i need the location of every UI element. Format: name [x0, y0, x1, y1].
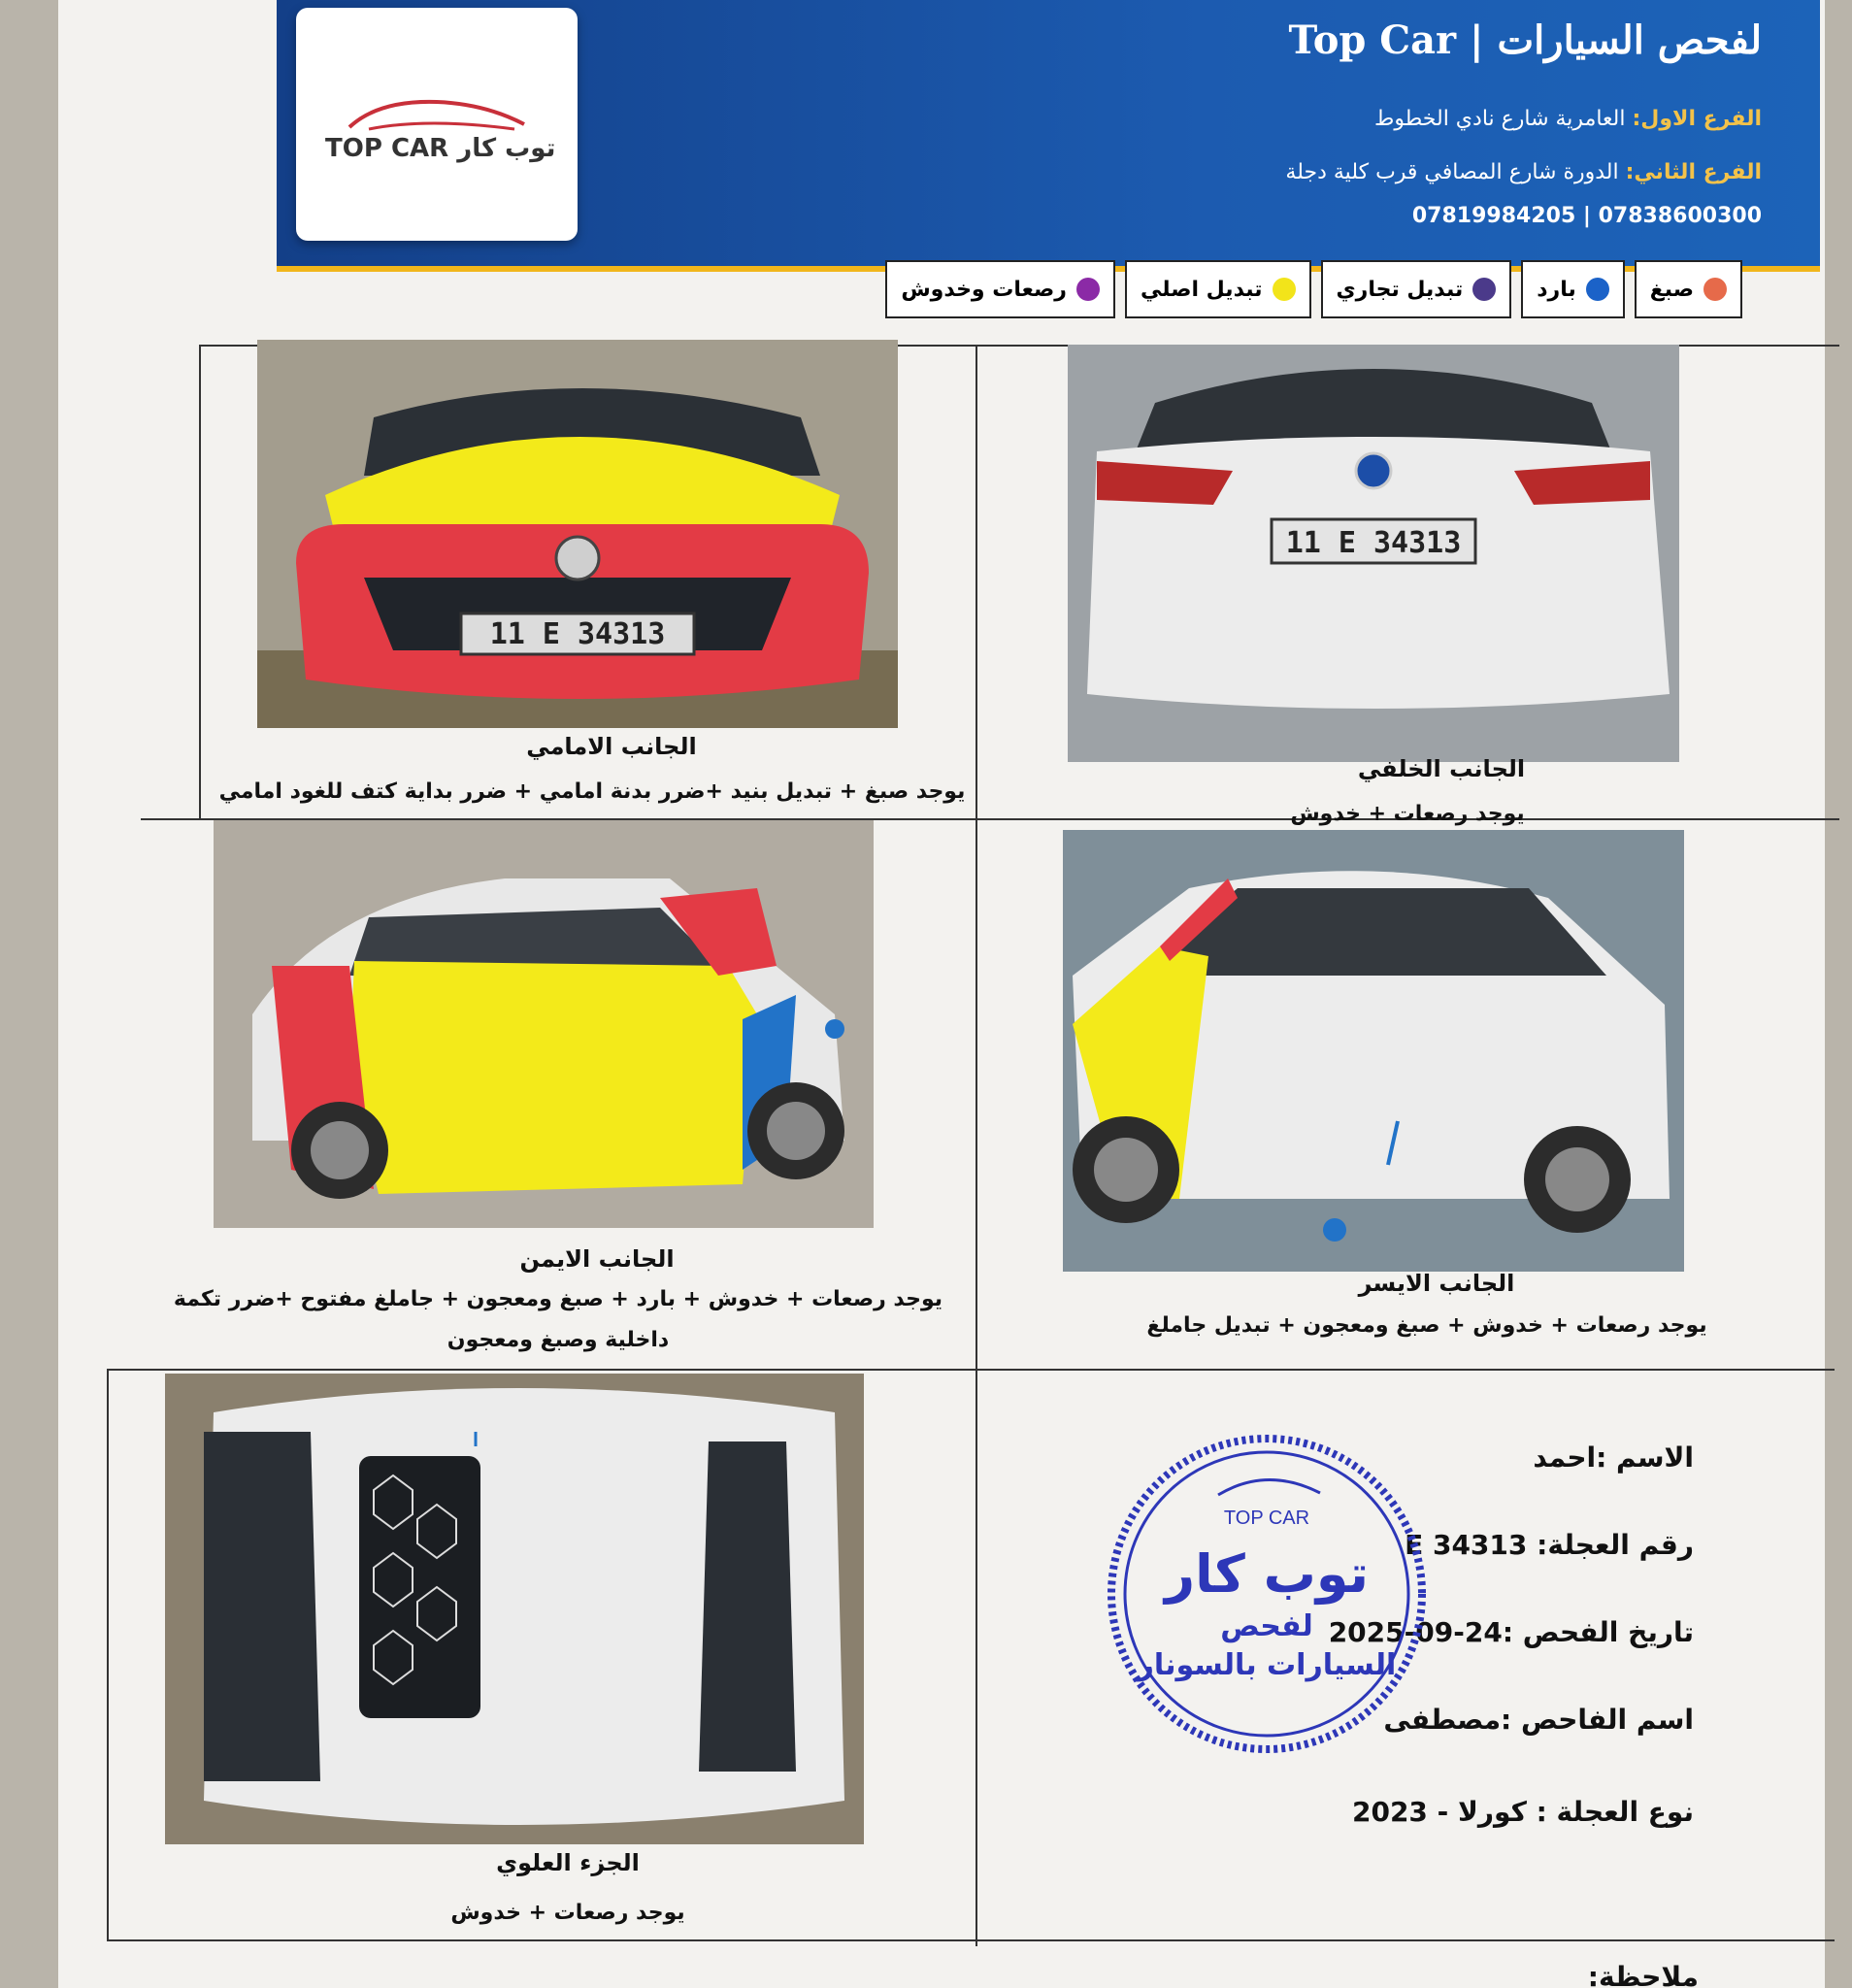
left-caption-desc: يوجد رصعات + خدوش + صبغ ومعجون + تبديل جاملغ: [1146, 1313, 1707, 1338]
rear-photo: [1068, 345, 1679, 762]
color-legend: [885, 260, 1742, 318]
right-side-photo: [214, 820, 874, 1228]
legend-item-paint: [1635, 260, 1742, 318]
stamp-car-icon: [1218, 1479, 1320, 1495]
front-caption-title: الجانب الامامي: [526, 733, 697, 760]
phone-numbers: 07819984205 | 07838600300: [1411, 204, 1762, 228]
top-car-diagram: [165, 1374, 864, 1844]
legend-item-cold: [1521, 260, 1624, 318]
legend-item-dents-scratches: [885, 260, 1115, 318]
stamp-line-2: لفحص: [1220, 1609, 1313, 1643]
legend-label: رصعات وخدوش: [901, 277, 1067, 302]
branch-1: [1374, 107, 1762, 131]
logo-text: TOP CAR توب كار: [325, 134, 556, 163]
legend-label: تبديل اصلي: [1140, 277, 1263, 302]
stamp-big-text: توب كار: [1165, 1543, 1369, 1605]
vehicle-plate: رقم العجلة: E 34313: [1405, 1529, 1694, 1561]
front-caption-desc: يوجد صبغ + تبديل بنيد +ضرر بدنة امامي + ضرر بداية كتف للغود امامي: [218, 779, 966, 804]
legend-dot-icon: [1703, 278, 1727, 301]
left-side-car-diagram: [1063, 830, 1684, 1272]
legend-label: تبديل تجاري: [1336, 277, 1464, 302]
car-logo-icon: [340, 90, 534, 139]
vehicle-type: نوع العجلة : كورلا - 2023: [1351, 1796, 1694, 1828]
rear-caption-title: الجانب الخلفي: [1357, 755, 1526, 782]
rear-plate-text: 11 E 34313: [1285, 526, 1462, 560]
legend-dot-icon: [1472, 278, 1496, 301]
legend-item-original-replace: [1125, 260, 1311, 318]
top-photo: [165, 1374, 864, 1844]
legend-dot-icon: [1273, 278, 1296, 301]
branch-2: [1285, 160, 1762, 184]
report-paper: [58, 0, 1825, 1988]
inspector-name: اسم الفاحص :مصطفى: [1383, 1704, 1694, 1736]
inspection-date: تاريخ الفحص :24-09-2025: [1328, 1616, 1694, 1648]
grid-divider: [107, 1369, 109, 1941]
rear-caption-desc: يوجد رصعات + خدوش: [1290, 802, 1525, 826]
grid-divider: [199, 345, 201, 820]
right-side-car-diagram: [214, 820, 874, 1228]
shop-title: Top Car | لفحص السيارات: [1288, 17, 1762, 63]
legend-dot-icon: [1586, 278, 1609, 301]
grid-divider: [107, 1369, 1835, 1371]
notes-label: ملاحظة:: [1587, 1961, 1699, 1988]
stamp-line-3: السيارات بالسونار: [1137, 1648, 1397, 1682]
company-stamp: [1102, 1427, 1432, 1762]
grid-divider: [107, 1939, 1835, 1941]
right-caption-title: الجانب الايمن: [519, 1245, 675, 1273]
legend-label: صبغ: [1649, 277, 1694, 302]
branch-1-label: الفرع الاول:: [1632, 107, 1762, 131]
left-side-photo: [1063, 830, 1684, 1272]
report-header: [277, 0, 1820, 272]
legend-dot-icon: [1076, 278, 1100, 301]
logo-card: [296, 8, 578, 241]
top-caption-desc: يوجد رصعات + خدوش: [450, 1901, 685, 1925]
stamp-top-text: TOP CAR: [1223, 1508, 1310, 1529]
grid-divider: [976, 345, 977, 1946]
rear-car-diagram: [1068, 345, 1679, 762]
front-photo: [257, 340, 898, 728]
branch-2-label: الفرع الثاني:: [1625, 160, 1762, 184]
left-caption-title: الجانب الايسر: [1358, 1270, 1515, 1297]
customer-name: الاسم :احمد: [1533, 1441, 1694, 1474]
front-plate-text: 11 E 34313: [489, 617, 666, 651]
front-car-diagram: [257, 340, 898, 728]
top-caption-title: الجزء العلوي: [496, 1849, 640, 1876]
branch-1-address: العامرية شارع نادي الخطوط: [1374, 107, 1626, 131]
right-caption-desc: يوجد رصعات + خدوش + بارد + صبغ ومعجون + جاملغ مفتوح +ضرر تكمة داخلية وصبغ ومعجون: [173, 1287, 943, 1352]
branch-2-address: الدورة شارع المصافي قرب كلية دجلة: [1285, 160, 1619, 184]
legend-label: بارد: [1537, 277, 1576, 302]
legend-item-commercial-replace: [1321, 260, 1512, 318]
